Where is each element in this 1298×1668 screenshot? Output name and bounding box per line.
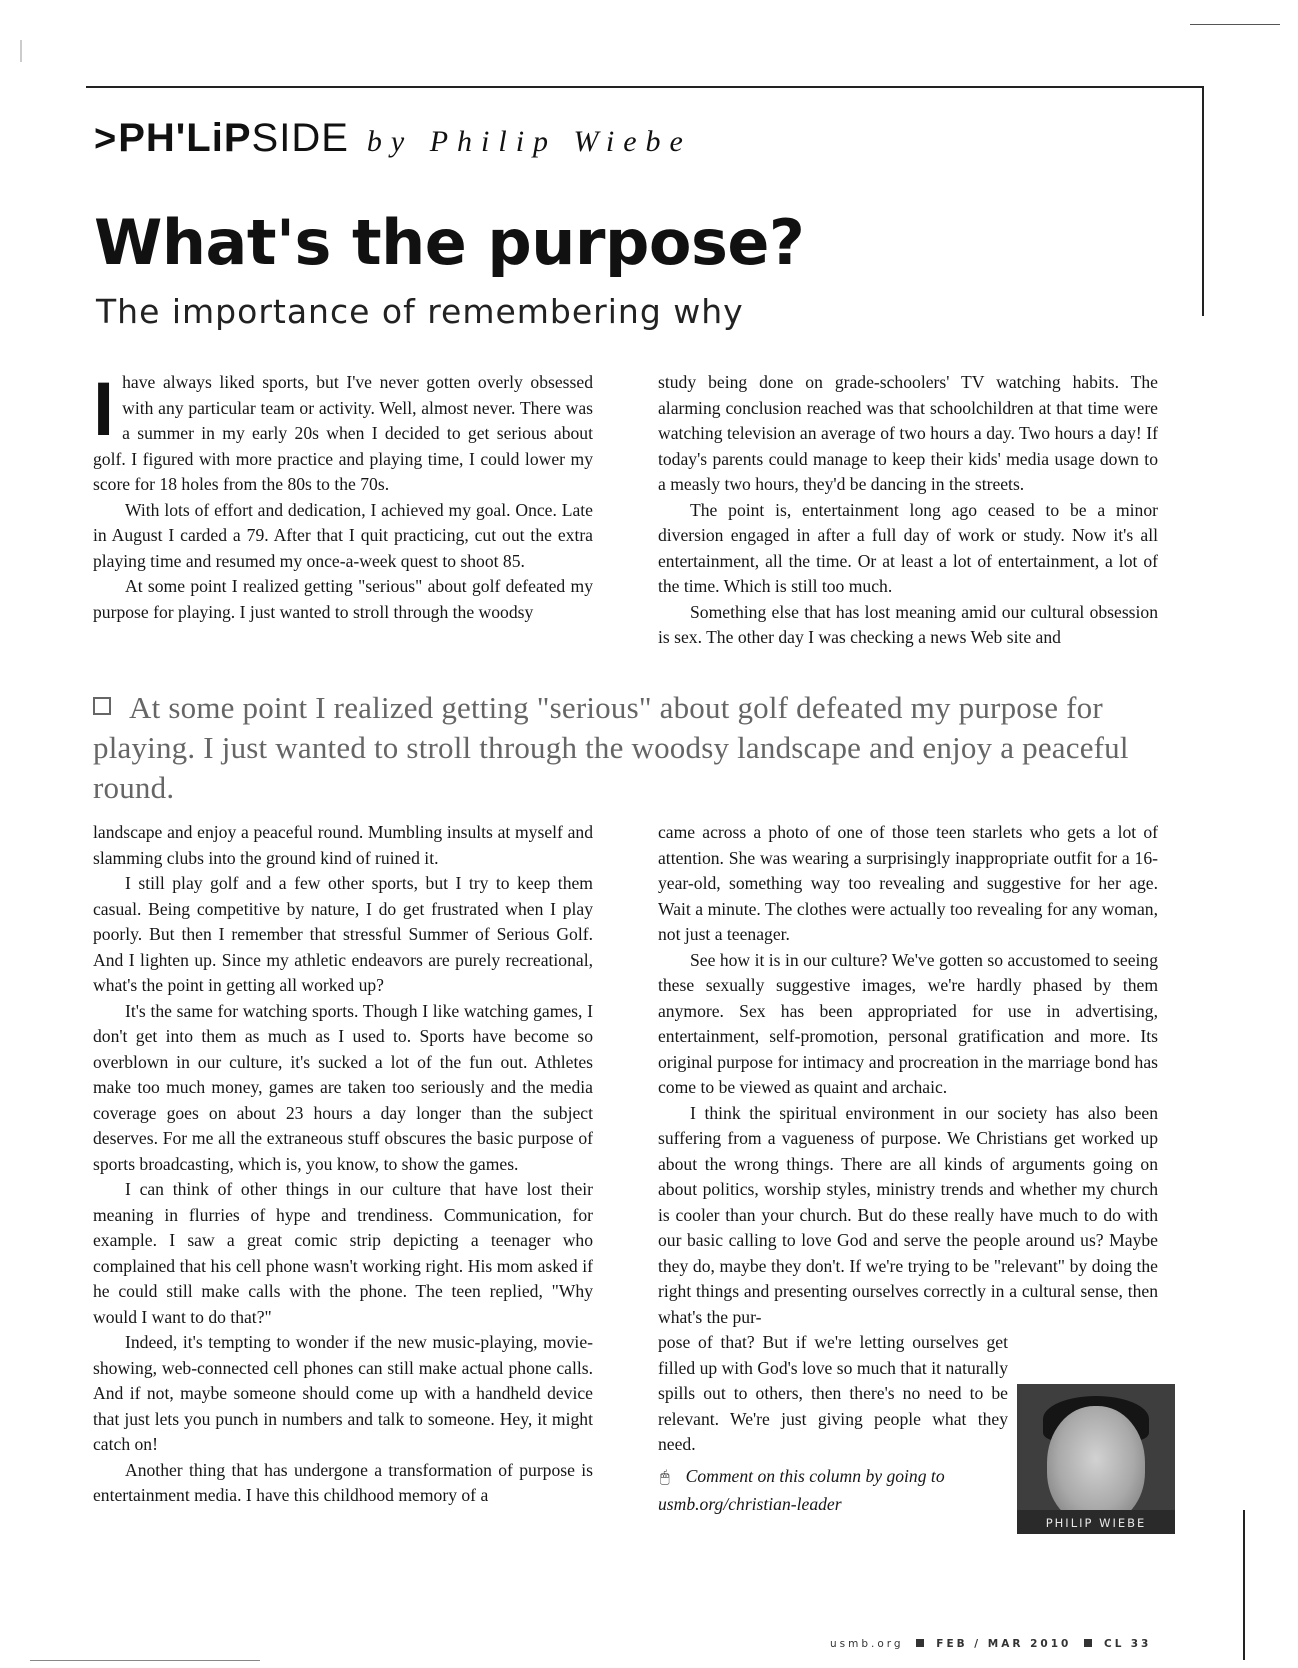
column-name-suffix: SIDE — [251, 116, 349, 160]
scan-edge-mark — [1243, 1510, 1245, 1660]
mouse-icon: 🖱 — [660, 1469, 670, 1486]
paragraph: I think the spiritual environment in our society has also been suffering from a vagueness of purpose. We Christians get worked up about the wrong things. There are all kinds of arguments going on about politics, worship styles, ministry trends and whether my church is cooler than your church. But do these really have much to do with our basic calling to love God and serve the people around us? Maybe they do, maybe they don't. If we're trying to be "relevant" by doing the right things and presenting ourselves correctly in a cultural sense, then what's the pur- — [658, 1102, 1158, 1327]
footer-site: usmb.org — [830, 1638, 904, 1650]
paragraph: It's the same for watching sports. Though I like watching games, I don't get into them as much as I used to. Sports have become so overblown in our culture, it's sucked a lot of the fun out. Athletes make too much money, games are taken too seriously and the media coverage goes on about 23 hours a day longer than the subject deserves. For me all the extraneous stuff obscures the basic purpose of sports broadcasting, which is, you know, to show the games. — [93, 1000, 593, 1174]
scan-edge-line — [30, 1660, 260, 1661]
footer-magazine: CL — [1104, 1638, 1125, 1650]
square-separator-icon — [1084, 1639, 1092, 1647]
text-column-2 — [658, 370, 1158, 651]
paragraph: At some point I realized getting "serious" about golf defeated my purpose for playing. I just wanted to stroll through the woodsy — [93, 576, 593, 622]
page-footer — [830, 1638, 1151, 1650]
scan-edge-line — [1190, 24, 1280, 25]
text-column-3 — [93, 820, 593, 1509]
paragraph: Indeed, it's tempting to wonder if the new music-playing, movie-showing, web-connected cell phones can still make actual phone calls. And if not, maybe someone should come up with a handheld device that just lets you punch in numbers and talk to someone. Hey, it might catch on! — [93, 1332, 593, 1454]
header-arrow: > — [94, 118, 117, 160]
comment-callout — [658, 1463, 1018, 1517]
pull-quote-text: At some point I realized getting "serious" about golf defeated my purpose for playing. I just wanted to stroll through the woodsy landscape and enjoy a peaceful round. — [93, 690, 1129, 805]
paragraph: Something else that has lost meaning amid our cultural obsession is sex. The other day I was checking a news Web site and — [658, 601, 1158, 647]
paragraph: Another thing that has undergone a transformation of purpose is entertainment media. I have this childhood memory of a — [93, 1459, 593, 1505]
paragraph: The point is, entertainment long ago ceased to be a minor diversion engaged in after a full day of work or study. Now it's all entertainment, all the time. Or at least a lot of entertainment, a lot of the time. Which is still too much. — [658, 499, 1158, 596]
column-header — [94, 116, 692, 161]
paragraph: With lots of effort and dedication, I achieved my goal. Once. Late in August I carded a 79. After that I quit practicing, cut out the extra playing time and resumed my once-a-week quest to shoot 85. — [93, 499, 593, 571]
square-bullet-icon — [93, 697, 111, 715]
paragraph: I can think of other things in our culture that have lost their meaning in flurries of hype and trendiness. Communication, for example. I saw a great comic strip depicting a teenager who complained that his cell phone wasn't working right. His mom asked if he could still make calls with the phone. The teen replied, "Why would I want to do that?" — [93, 1179, 593, 1327]
drop-cap: I — [93, 367, 115, 452]
header-side-rule — [1202, 86, 1204, 316]
article-title: What's the purpose? — [94, 206, 805, 279]
author-photo — [1017, 1384, 1175, 1534]
header-rule — [86, 86, 1203, 88]
byline: by Philip Wiebe — [366, 125, 692, 158]
scan-edge-mark — [20, 40, 22, 62]
pull-quote — [93, 688, 1193, 808]
photo-caption: PHILIP WIEBE — [1045, 1516, 1147, 1530]
article-subtitle: The importance of remembering why — [96, 292, 744, 331]
paragraph: landscape and enjoy a peaceful round. Mumbling insults at myself and slamming clubs into the ground kind of ruined it. — [93, 822, 593, 868]
photo-face — [1047, 1406, 1145, 1524]
column-name-apostrophe: ' — [175, 116, 187, 160]
paragraph: See how it is in our culture? We've gotten so accustomed to seeing these sexually suggestive images, we're hardly phased by them anymore. Sex has been appropriated for use in advertising, entertainment, self-promotion, personal gratification and more. Its original purpose for intimacy and procreation in the marriage bond has come to be viewed as quaint and archaic. — [658, 949, 1158, 1097]
paragraph: I still play golf and a few other sports, but I try to keep them casual. Being competitive by nature, I do get frustrated when I play poorly. But then I remember that stressful Summer of Serious Golf. And I lighten up. Since my athletic endeavors are purely recreational, what's the point in getting all worked up? — [93, 873, 593, 995]
column-name-part: PH — [118, 116, 176, 160]
paragraph-text: have always liked sports, but I've never gotten overly obsessed with any particular team or activity. Well, almost never. There was a summer in my early 20s when I decided to get serious about golf. I figured with more practice and playing time, I could lower my score for 18 holes from the 80s to the 70s. — [93, 372, 593, 494]
paragraph — [93, 367, 593, 498]
paragraph: study being done on grade-schoolers' TV watching habits. The alarming conclusion reached was that schoolchildren at that time were watching television an average of two hours a day. Two hours a day! If today's parents could manage to keep their kids' media usage down to a measly two hours, they'd be dancing in the streets. — [658, 372, 1158, 494]
text-column-4 — [658, 820, 1158, 1458]
paragraph: pose of that? But if we're letting ourselves get filled up with God's love so much that it naturally spills out to others, then there's no need to be relevant. We're just giving people what they need. — [658, 1332, 1008, 1454]
column-name-part: LiP — [186, 116, 252, 160]
paragraph: came across a photo of one of those teen starlets who gets a lot of attention. She was wearing a surprisingly inappropriate outfit for a 16-year-old, something way too revealing and suggestive for her age. Wait a minute. The clothes were actually too revealing for any woman, not just a teenager. — [658, 822, 1158, 944]
footer-issue: FEB / MAR 2010 — [936, 1638, 1072, 1650]
page-number: 33 — [1130, 1638, 1152, 1650]
square-separator-icon — [916, 1639, 924, 1647]
text-column-1 — [93, 367, 593, 625]
comment-link[interactable]: Comment on this column by going to usmb.org/christian-leader — [658, 1466, 945, 1514]
